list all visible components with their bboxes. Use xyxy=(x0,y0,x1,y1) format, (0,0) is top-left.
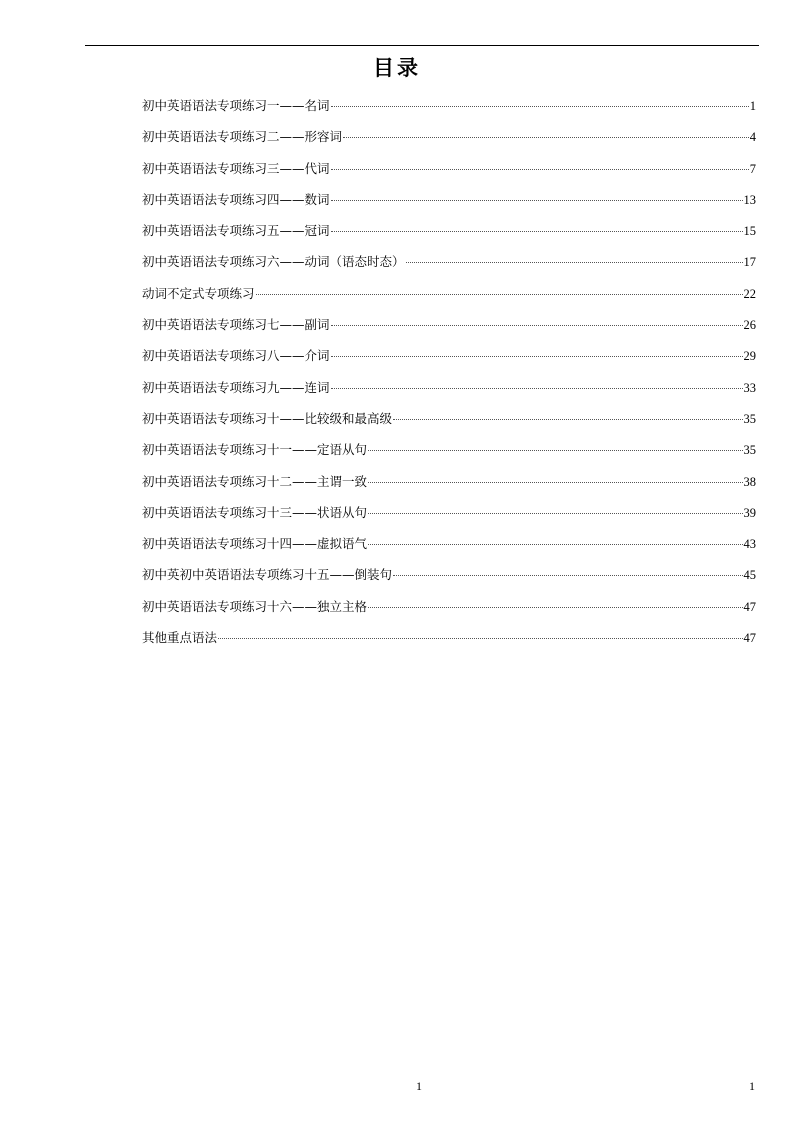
toc-entry-page: 47 xyxy=(743,631,756,646)
toc-leader-dots xyxy=(331,231,743,232)
toc-leader-dots xyxy=(368,544,742,545)
toc-entry-page: 29 xyxy=(743,349,756,364)
footer-page-number-right: 1 xyxy=(749,1079,755,1093)
toc-entry[interactable] xyxy=(142,188,756,219)
toc-entry-title: 初中英语语法专项练习四——数词 xyxy=(142,191,330,207)
toc-entry-title: 其他重点语法 xyxy=(142,630,218,646)
toc-entry[interactable] xyxy=(142,532,756,563)
toc-leader-dots xyxy=(393,575,742,576)
toc-leader-dots xyxy=(368,482,742,483)
toc-entry-title: 初中英语语法专项练习九——连词 xyxy=(142,379,330,395)
footer-page-number: 1 xyxy=(416,1079,422,1093)
toc-entry-title: 初中英语语法专项练习十一——定语从句 xyxy=(142,442,368,458)
toc-entry[interactable] xyxy=(142,282,756,313)
toc-entry-title: 初中英语语法专项练习十四——虚拟语气 xyxy=(142,536,368,552)
toc-entry-title: 初中英初中英语语法专项练习十五——倒装句 xyxy=(142,567,393,583)
toc-entry-page: 22 xyxy=(743,286,756,301)
toc-entry-page: 15 xyxy=(743,224,756,239)
toc-entry-page: 45 xyxy=(743,568,756,583)
toc-entry-title: 初中英语语法专项练习十三——状语从句 xyxy=(142,504,368,520)
toc-entry-page: 4 xyxy=(749,130,756,145)
toc-entry-title: 初中英语语法专项练习七——副词 xyxy=(142,317,330,333)
toc-entry-page: 38 xyxy=(743,474,756,489)
toc-entry-page: 35 xyxy=(743,443,756,458)
toc-entry-title: 初中英语语法专项练习十六——独立主格 xyxy=(142,598,368,614)
toc-entry[interactable] xyxy=(142,313,756,344)
toc-entry[interactable] xyxy=(142,219,756,250)
toc-leader-dots xyxy=(331,169,749,170)
toc-entry-page: 1 xyxy=(749,99,756,113)
toc-entry-page: 17 xyxy=(743,255,756,270)
toc-entry[interactable] xyxy=(142,626,756,657)
toc-entry-page: 43 xyxy=(743,537,756,552)
toc-entry-title: 初中英语语法专项练习一——名词 xyxy=(142,98,330,113)
toc-entry-page: 47 xyxy=(743,599,756,614)
toc-entry[interactable] xyxy=(142,376,756,407)
toc-entry-title: 初中英语语法专项练习十二——主谓一致 xyxy=(142,473,368,489)
toc-leader-dots xyxy=(368,513,742,514)
toc-entry-page: 26 xyxy=(743,318,756,333)
toc-leader-dots xyxy=(256,294,743,295)
page-title: 目录 xyxy=(373,56,421,80)
toc-entry[interactable] xyxy=(142,250,756,281)
toc-leader-dots xyxy=(218,638,742,639)
toc-entry[interactable] xyxy=(142,501,756,532)
toc-entry-page: 35 xyxy=(743,411,756,426)
header-rule xyxy=(85,45,759,46)
toc-leader-dots xyxy=(393,419,742,420)
toc-entry-page: 7 xyxy=(749,161,756,176)
toc-leader-dots xyxy=(331,200,743,201)
toc-entry-page: 13 xyxy=(743,192,756,207)
toc-leader-dots xyxy=(331,106,749,107)
toc-entry-title: 初中英语语法专项练习五——冠词 xyxy=(142,223,330,239)
toc-entry-page: 39 xyxy=(743,505,756,520)
toc-leader-dots xyxy=(343,137,749,138)
toc-leader-dots xyxy=(368,450,742,451)
toc-entry[interactable] xyxy=(142,125,756,156)
toc-entry-title: 动词不定式专项练习 xyxy=(142,285,255,301)
toc-entry-title: 初中英语语法专项练习十——比较级和最高级 xyxy=(142,410,393,426)
toc-entry-title: 初中英语语法专项练习八——介词 xyxy=(142,348,330,364)
toc-leader-dots xyxy=(368,607,742,608)
toc-entry-title: 初中英语语法专项练习三——代词 xyxy=(142,160,330,176)
toc-leader-dots xyxy=(331,388,743,389)
toc-entry-page: 33 xyxy=(743,380,756,395)
toc-leader-dots xyxy=(331,325,743,326)
toc-leader-dots xyxy=(406,262,743,263)
toc-entry[interactable] xyxy=(142,157,756,188)
toc-entry[interactable] xyxy=(142,407,756,438)
toc-entry[interactable] xyxy=(142,470,756,501)
toc-entry-title: 初中英语语法专项练习二——形容词 xyxy=(142,129,343,145)
toc-leader-dots xyxy=(331,356,743,357)
toc-entry[interactable] xyxy=(142,344,756,375)
toc-entry[interactable] xyxy=(142,595,756,626)
toc-entry[interactable] xyxy=(142,94,756,125)
toc-entry-title: 初中英语语法专项练习六——动词（语态时态） xyxy=(142,254,405,270)
table-of-contents xyxy=(142,94,756,657)
toc-entry[interactable] xyxy=(142,563,756,594)
toc-entry[interactable] xyxy=(142,438,756,469)
